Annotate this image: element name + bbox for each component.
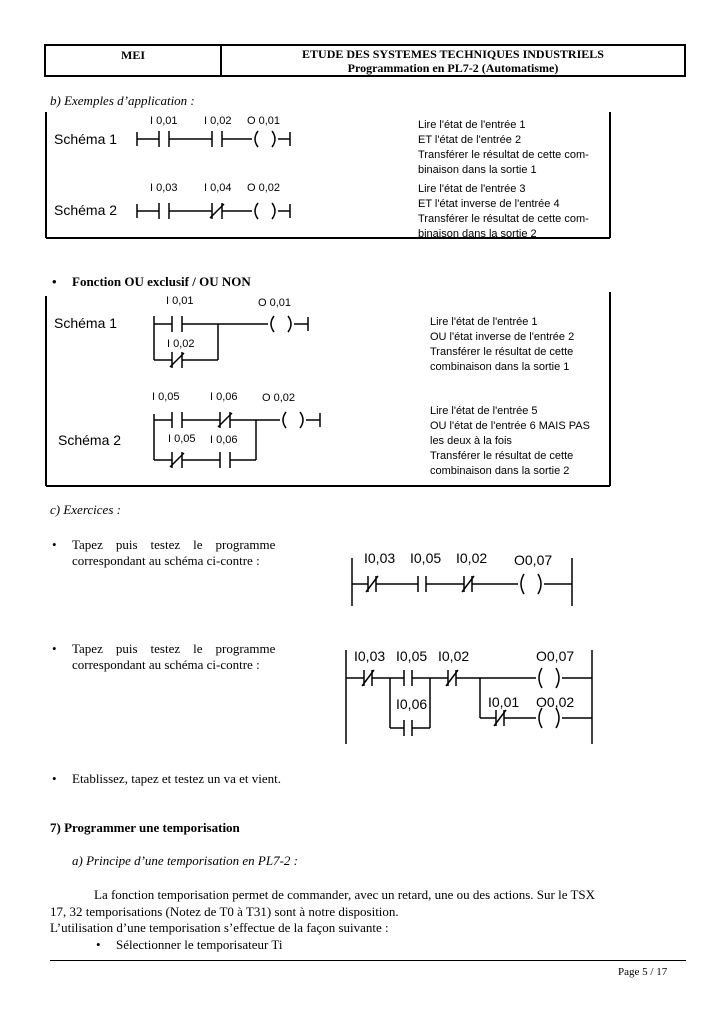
section-b-heading: b) Exemples d’application : xyxy=(50,93,195,108)
ou-heading: Fonction OU exclusif / OU NON xyxy=(72,274,251,289)
ou-s2-contact-top-1: I 0,05 xyxy=(152,391,180,403)
schema2-contact-2: I 0,04 xyxy=(204,182,232,194)
schema1-label: Schéma 1 xyxy=(54,131,118,147)
schema1-description: Lire l'état de l'entrée 1 ET l'état de l'entrée 2 Transférer le résultat de cette com- binaison dans la sortie 1 xyxy=(418,119,589,176)
section-7-para-line3: L’utilisation d’une temporisation s’effectue de la façon suivante : xyxy=(50,920,389,935)
section-7-heading: 7) Programmer une temporisation xyxy=(50,820,240,835)
ex2-contact-3: I0,02 xyxy=(438,648,470,664)
ex2-bullet: • xyxy=(52,641,57,656)
ou-schema1-description: Lire l'état de l'entrée 1 OU l'état inverse de l'entrée 2 Transférer le résultat de cette combinaison dans la sortie 1 xyxy=(430,316,575,373)
ou-schema2-label: Schéma 2 xyxy=(58,432,122,448)
ex2-instructions: Tapez puis testez le programme correspondant au schéma ci-contre : xyxy=(72,641,276,672)
ex1-contact-2: I0,05 xyxy=(410,550,442,566)
ex2-contact-1: I0,03 xyxy=(354,648,386,664)
ex1-coil: O0,07 xyxy=(514,552,553,568)
ex1-instructions: Tapez puis testez le programme correspondant au schéma ci-contre : xyxy=(72,537,276,568)
ex1-contact-1: I0,03 xyxy=(364,550,396,566)
ex1-ladder xyxy=(346,544,586,610)
header-left: MEI xyxy=(46,46,222,75)
section-c-heading: c) Exercices : xyxy=(50,502,121,517)
schema2-description: Lire l'état de l'entrée 3 ET l'état inverse de l'entrée 4 Transférer le résultat de cette com- binaison dans la sortie 2 xyxy=(418,183,589,240)
ex2-parallel-contact: I0,06 xyxy=(396,696,428,712)
examples-panel xyxy=(44,110,614,242)
schema2-label: Schéma 2 xyxy=(54,202,118,218)
ex2-coil: O0,07 xyxy=(536,648,575,664)
section-7-subheading: a) Principe d’une temporisation en PL7-2 : xyxy=(72,853,299,868)
ou-s2-contact-bottom-2: I 0,06 xyxy=(210,434,238,446)
ex1-bullet: • xyxy=(52,537,57,552)
header-title: ETUDE DES SYSTEMES TECHNIQUES INDUSTRIELS xyxy=(302,47,604,61)
ex3-bullet: • xyxy=(52,771,57,786)
ou-s1-contact-bottom: I 0,02 xyxy=(167,338,195,350)
footer-rule xyxy=(50,960,686,961)
ex2-contact-2: I0,05 xyxy=(396,648,428,664)
header-title-block xyxy=(222,46,684,76)
ex1-contact-3: I0,02 xyxy=(456,550,488,566)
ou-schema2-description: Lire l'état de l'entrée 5 OU l'état de l'entrée 6 MAIS PAS les deux à la fois Transférer le résultat de cette combinaison dans la sortie 2 xyxy=(430,405,590,477)
ou-s2-contact-top-2: I 0,06 xyxy=(210,391,238,403)
schema1-coil: O 0,01 xyxy=(247,115,281,127)
ex3-text: Etablissez, tapez et testez un va et vient. xyxy=(72,771,281,786)
ou-s2-contact-bottom-1: I 0,05 xyxy=(168,433,196,445)
ou-schema1-label: Schéma 1 xyxy=(54,315,118,331)
ou-s1-coil: O 0,01 xyxy=(258,297,292,309)
section-7-para-line2: 17, 32 temporisations (Notez de T0 à T31) sont à notre disposition. xyxy=(50,904,399,919)
ou-s1-contact-top: I 0,01 xyxy=(166,295,194,307)
ex2-branch-coil: O0,02 xyxy=(536,694,575,710)
ou-bullet: • xyxy=(52,274,57,289)
page-number: Page 5 / 17 xyxy=(618,966,668,978)
schema2-contact-1: I 0,03 xyxy=(150,182,178,194)
section-7-bullet: • xyxy=(96,937,101,952)
header-subtitle: Programmation en PL7-2 (Automatisme) xyxy=(347,61,559,75)
ou-panel xyxy=(44,290,614,490)
section-7-para-line1: La fonction temporisation permet de commander, avec un retard, une ou des actions. Sur le TSX xyxy=(94,887,596,902)
schema1-contact-2: I 0,02 xyxy=(204,115,232,127)
schema2-coil: O 0,02 xyxy=(247,182,281,194)
page-header xyxy=(44,44,686,77)
ou-s2-coil: O 0,02 xyxy=(262,392,296,404)
section-7-bullet-text: Sélectionner le temporisateur Ti xyxy=(116,937,283,952)
ex2-ladder xyxy=(340,644,600,744)
schema1-contact-1: I 0,01 xyxy=(150,115,178,127)
ex2-branch-contact: I0,01 xyxy=(488,694,520,710)
